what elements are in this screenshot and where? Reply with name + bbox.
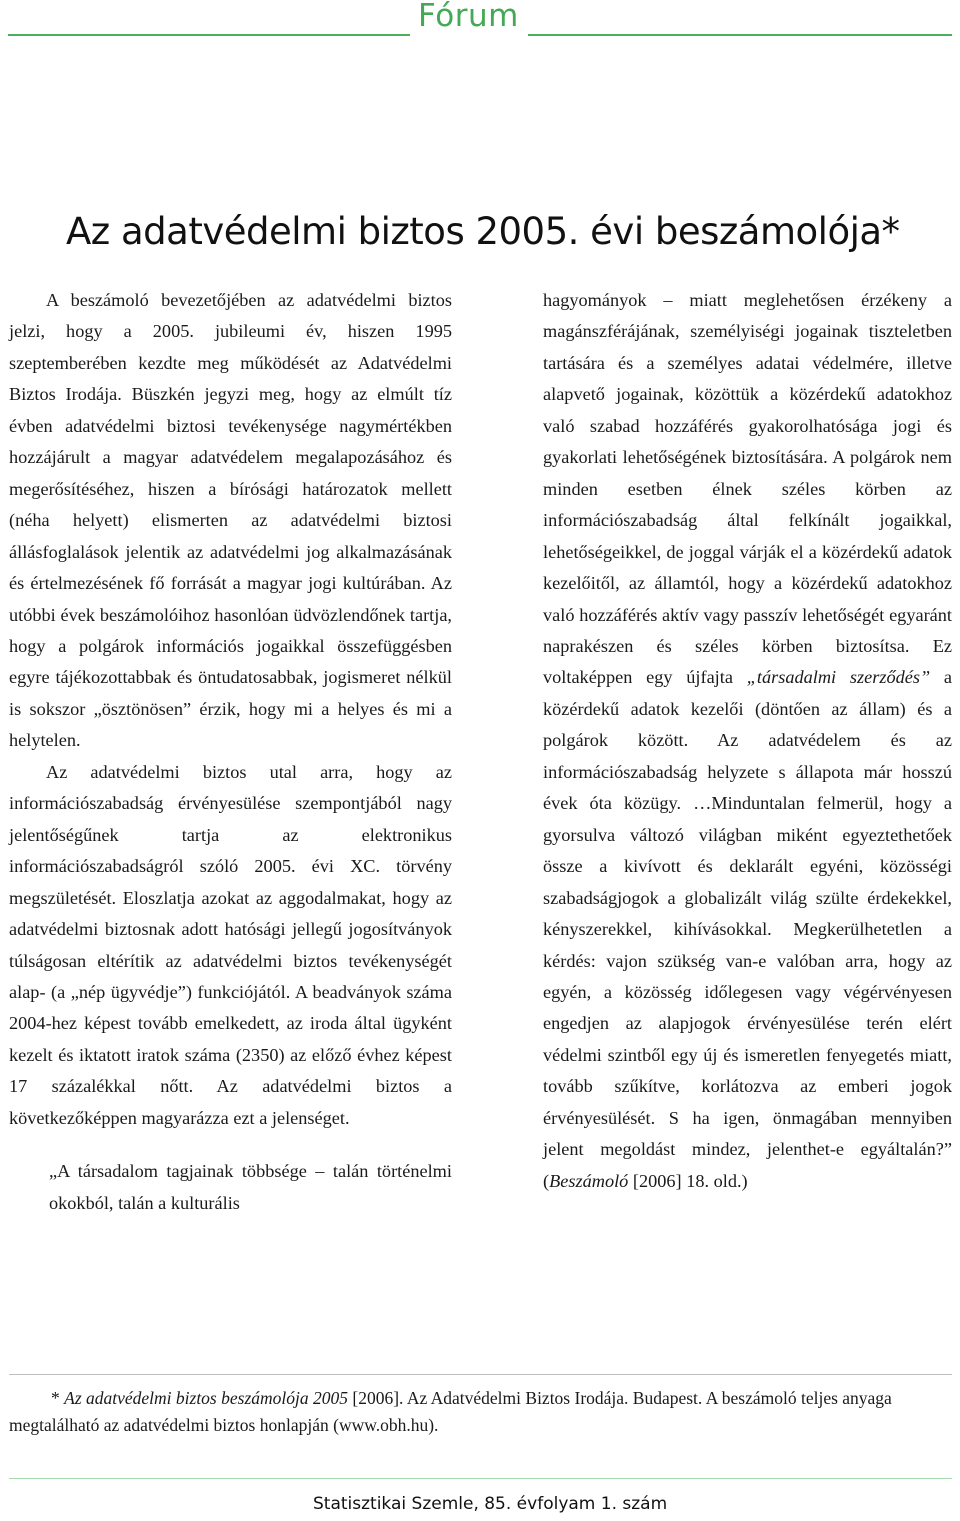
footnote-divider: [9, 1374, 952, 1375]
quote-start: „A társadalom tagjainak többsége – talán történelmi okokból, talán a kulturális: [49, 1161, 452, 1213]
citation-italic: Beszámoló: [549, 1170, 629, 1191]
article-title: Az adatvédelmi biztos 2005. évi beszámolója*: [66, 210, 900, 253]
citation-rest: [2006] 18. old.): [628, 1170, 748, 1191]
paragraph-1: A beszámoló bevezetőjében az adatvédelmi biztos jelzi, hogy a 2005. jubileumi év, hiszen 1995 szeptemberében kezdte meg működését az Adatvédelmi Biztos Irodája. Büszkén jegyzi meg, hogy az elmúlt tíz évben adatvédelmi biztosi tevékenysége nagymértékben hozzájárult a magyar adatvédelem megalapozásához és megerősítéséhez, hiszen a bírósági határozatok mellett (néha helyett) elismerten az adatvédelmi biztosi állásfoglalások jelentik az adatvédelmi jog alkalmazásának és értelmezésének fő forrását a magyar jogi kultúrában. Az utóbbi évek beszámolóihoz hasonlóan üdvözlendőnek tartja, hogy a polgárok információs jogaikkal összefüggésben egyre tájékozottabbak és öntudatosabbak, jogismeret nélkül is sokszor „ösztönösen” érzik, hogy mi a helyes és mi a helytelen.: [9, 290, 452, 751]
footnote-title: Az adatvédelmi biztos beszámolója 2005: [64, 1388, 348, 1408]
paragraph-2: Az adatvédelmi biztos utal arra, hogy az információszabadság érvényesülése szempontjából nagy jelentőségűnek tartja az elektronikus információszabadságról szóló 2005. évi XC. törvény megszületését. Eloszlatja azokat az aggodalmakat, hogy az adatvédelmi biztosnak adott hatósági jellegű jogosítványok túlságosan eltérítik az adatvédelmi biztos tevékenységét alap- (a „nép ügyvédje”) funkciójától. A beadványok száma 2004-hez képest tovább emelkedett, az iroda által ügyként kezelt és iktatott iratok száma (2350) az előző évhez képest 17 százalékkal nőtt. Az adatvédelmi biztos a következőképpen magyarázza ezt a jelenséget.: [9, 761, 452, 1128]
left-column: [9, 285, 452, 1219]
quote-italic-phrase: „társadalmi szerződés”: [746, 667, 931, 688]
right-column: [543, 285, 952, 1197]
header-rule-left: [8, 34, 410, 36]
header-rule-right: [528, 34, 952, 36]
footnote-text: [2006]. Az Adatvédelmi Biztos Irodája. Budapest. A beszámoló teljes anyaga megtalálható az adatvédelmi biztos honlapján (www.obh.hu).: [9, 1388, 892, 1435]
journal-footer: Statisztikai Szemle, 85. évfolyam 1. szám: [313, 1494, 668, 1514]
quote-continuation: [543, 285, 952, 1197]
section-label: Fórum: [418, 0, 519, 34]
footer-divider: [9, 1478, 952, 1479]
quote-text-2: a közérdekű adatok kezelői (döntően az állam) és a polgárok között. Az adatvédelem és az információszabadság helyzete s állapota már hosszú évek óta közügy. …Minduntalan felmerül, hogy a gyorsulva változó világban miként egyeztethetőek össze a kivívott és deklarált egyéni, közösségi szabadságjogok a globalizált világ szülte érdekekkel, kényszerekkel, kihívásokkal. Megkerülhetetlen a kérdés: vajon szükség van-e valóban arra, hogy az egyén, a közösség időlegesen vagy végérvényesen engedjen az alapjogok érvényesülése terén elért védelmi szintből egy új és ismeretlen fenyegetés miatt, tovább szűkítve, korlátozva az emberi jogok érvényesülését. S ha igen, önmagában mennyiben jelent megoldást mindez, jelenthet-e egyáltalán?” (: [543, 667, 952, 1191]
quote-text-1: hagyományok – miatt meglehetősen érzékeny a magánszférájának, személyiségi jogainak tiszteletben tartására és a személyes adatai védelmére, illetve alapvető jogainak, közöttük a közérdekű adatokhoz való szabad hozzáférés gyakorolhatósága jogi és gyakorlati lehetőségének biztosítására. A polgárok nem minden esetben élnek széles körben az információszabadság által felkínált jogaikkal, lehetőségeikkel, de joggal várják el a közérdekű adatok kezelőitől, az államtól, hogy a közérdekű adatokhoz való hozzáférés aktív vagy passzív lehetőségét egyaránt naprakészen és széles körben biztosítsa. Ez voltaképpen egy újfajta: [543, 290, 952, 688]
footnote-marker: *: [51, 1388, 65, 1408]
page-header: [0, 0, 960, 40]
footnote: [9, 1385, 952, 1439]
